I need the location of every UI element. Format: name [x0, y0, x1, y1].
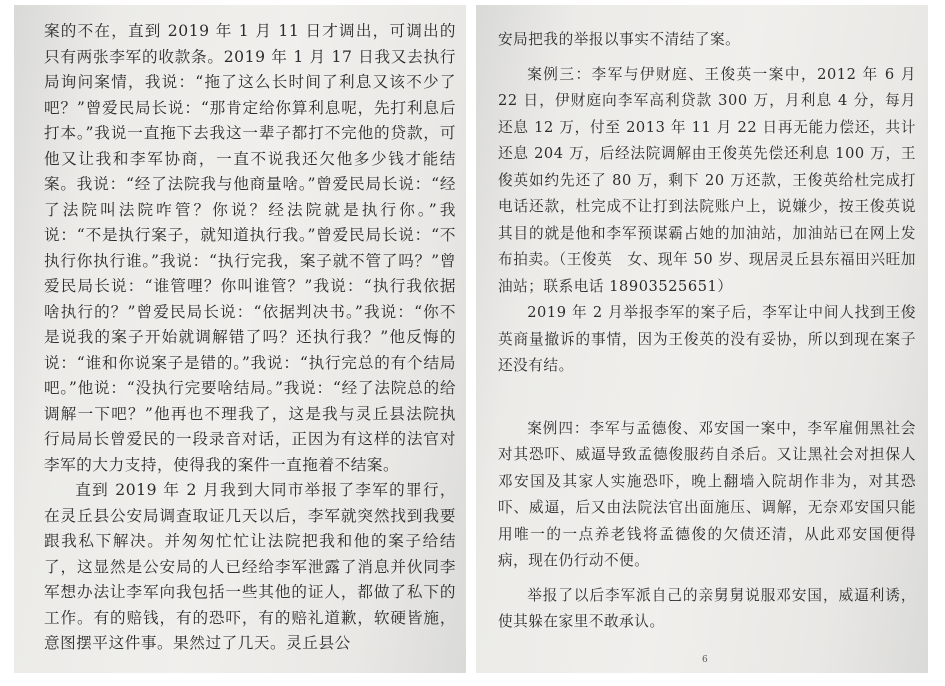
case-four-followup-paragraph: 举报了以后李军派自己的亲舅舅说服邓安国，威逼利诱，使其躲在家里不敢承认。	[498, 586, 916, 630]
case-four-paragraph: 案例四：李军与孟德俊、邓安国一案中，李军雇佣黑社会对其恐吓、威逼导致孟德俊服药自杀后。又让黑社会对担保人邓安国及其家人实施恐吓，晚上翻墙入院胡作非为，对其恐吓、威逼，后又由法院法官出面施压、调解，无奈邓安国只能用唯一的一点养老钱将孟德俊的欠债还清，从此邓安国便得病，现在仍行动不便。	[498, 419, 916, 569]
case-three-followup-paragraph: 2019 年 2 月举报李军的案子后，李军让中间人找到王俊英商量撤诉的事情，因为王俊英的没有妥协，所以到现在案子还没有结。	[498, 304, 916, 374]
right-document-page	[476, 5, 928, 673]
paragraph-continuation: 安局把我的举报以事实不清结了案。	[498, 31, 741, 48]
case-three-paragraph: 案例三：李军与伊财庭、王俊英一案中，2012 年 6 月 22 日，伊财庭向李军高利贷款 300 万，月利息 4 分，每月还息 12 万，付至 2013 年 11 月 22 日再无能力偿还，共计还息 204 万，后经法院调解由王俊英先偿还利息 100 万，王俊英如约先还了 80 万，剩下 20 万还款，王俊英给杜完成打电话还款，杜完成不让打到法院账户上，说嫌少，按王俊英说其目的就是他和李军预谋霸占她的加油站，加油站已在网上发布拍卖。（王俊英 女、现年 50 岁、现居灵丘县东福田兴旺加油站；联系电话 18903525651）	[498, 65, 916, 295]
left-document-page	[14, 5, 466, 673]
paragraph-2: 直到 2019 年 2 月我到大同市举报了李军的罪行，在灵丘县公安局调查取证几天以后，李军就突然找到我要跟我私下解决。并匆匆忙忙让法院把我和他的案子给结了，这显然是公安局的人已经给李军泄露了消息并伙同李军想办法让李军向我包括一些其他的证人，都做了私下的工作。有的赔钱，有的恐吓，有的赔礼道歉，软硬皆施，意图摆平这件事。果然过了几天。灵丘县公	[44, 481, 456, 652]
paragraph-1: 案的不在，直到 2019 年 1 月 11 日才调出，可调出的只有两张李军的收款条。2019 年 1 月 17 日我又去执行局询问案情，我说：“拖了这么长时间了利息又该不少了吧？”曾爱民局长说：“那肯定给你算利息呢，先打利息后打本。”我说一直拖下去我这一辈子都打不完他的贷款，可他又让我和李军协商，一直不说我还欠他多少钱才能结案。我说：“经了法院我与他商量啥。”曾爱民局长说：“经了法院叫法院咋管？你说？经法院就是执行你。”我说：“不是执行案子，就知道执行我。”曾爱民局长说：“不执行你执行谁。”我说：“执行完我，案子就不管了吗？”曾爱民局长说：“谁管哩？你叫谁管？”我说：“执行我依据啥执行的？”曾爱民局长说：“依据判决书。”我说：“你不是说我的案子开始就调解错了吗？还执行我？”他反悔的说：“谁和你说案子是错的。”我说：“执行完总的有个结局吧。”他说：“没执行完要啥结局。”我说：“经了法院总的给调解一下吧？”他再也不理我了，这是我与灵丘县法院执行局局长曾爱民的一段录音对话，正因为有这样的法官对李军的大力支持，使得我的案件一直拖着不结案。	[44, 22, 456, 474]
page-number: 6	[702, 655, 708, 665]
